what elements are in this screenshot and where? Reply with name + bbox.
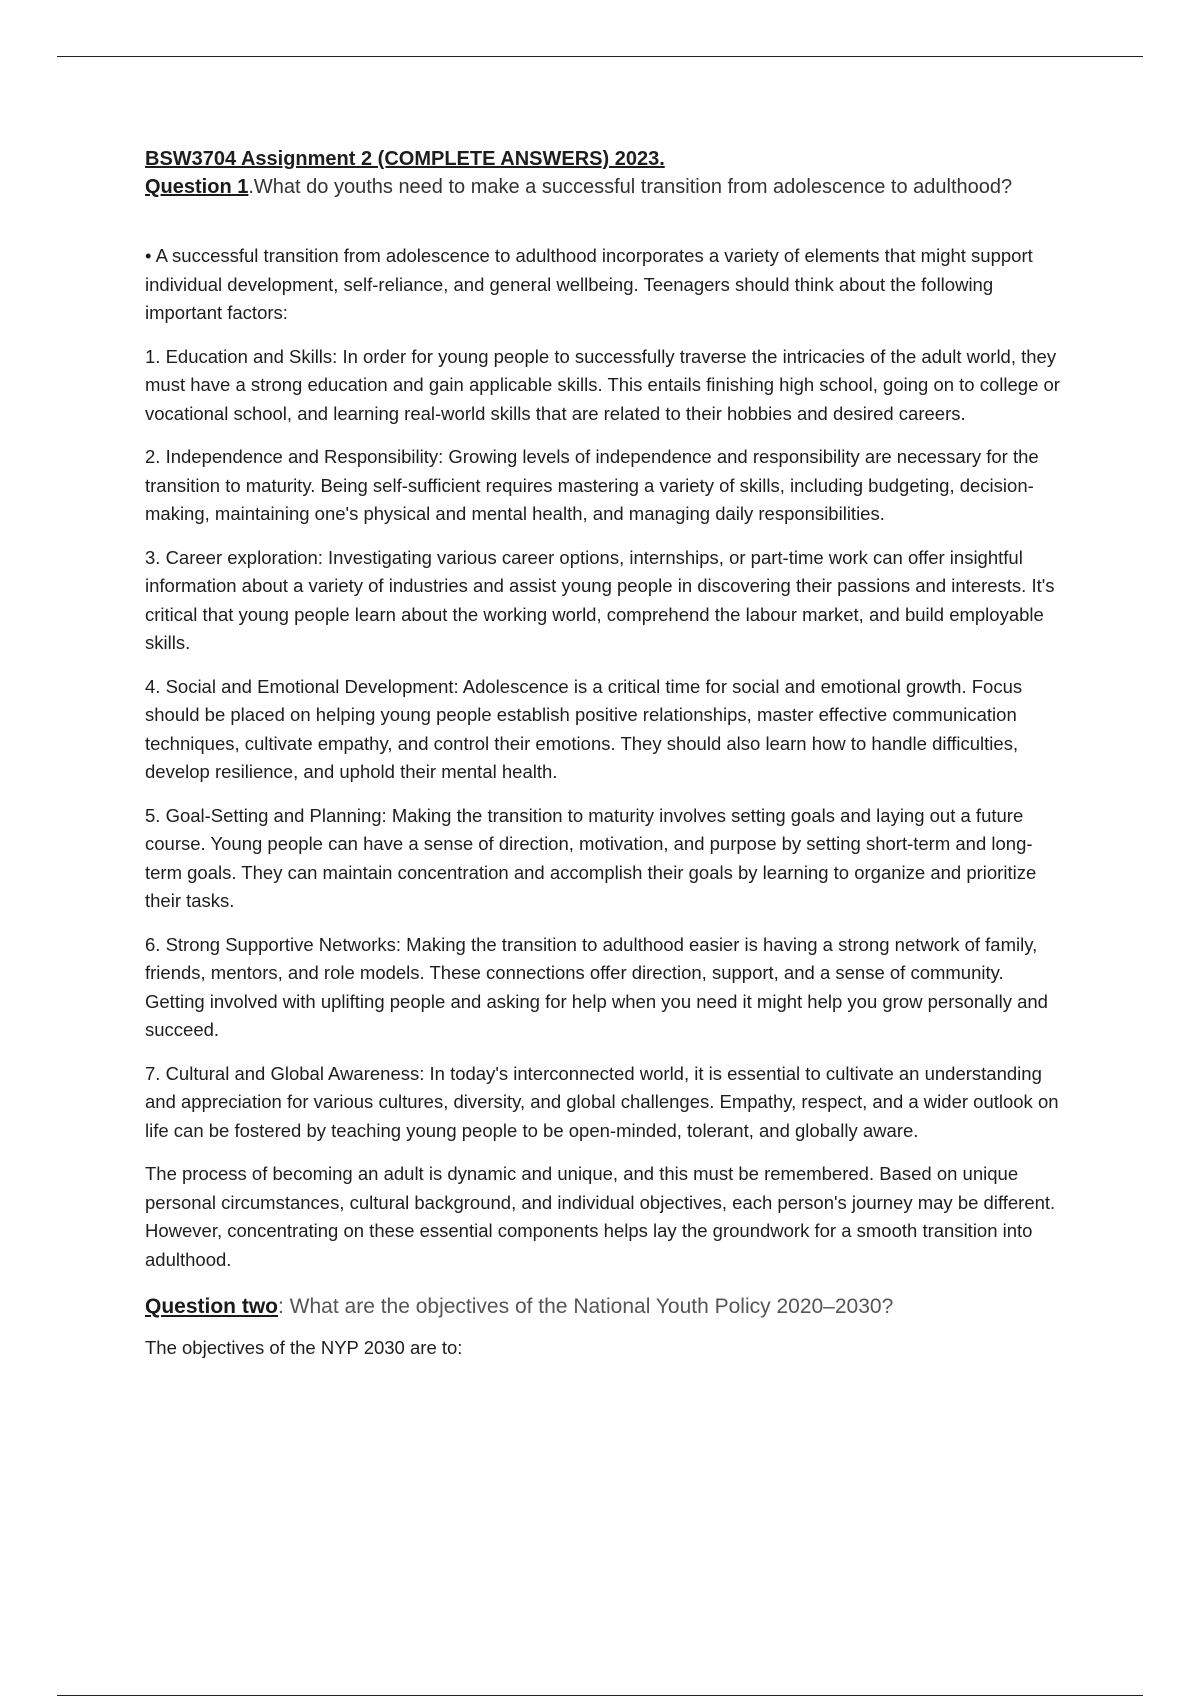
objectives-intro: The objectives of the NYP 2030 are to: [145, 1337, 463, 1358]
document-body [145, 146, 1065, 1378]
conclusion-paragraph: The process of becoming an adult is dynamic and unique, and this must be remembered. Based on unique personal circumstances, cultural background, and individual objectives, each person's journey may be different. However, concentrating on these essential components helps lay the groundwork for a smooth transition into adulthood. [145, 1163, 1056, 1270]
bottom-rule [57, 1695, 1143, 1696]
intro-paragraph: • A successful transition from adolescence to adulthood incorporates a variety of elements that might support individual development, self-reliance, and general wellbeing. Teenagers should think about the following important factors: [145, 245, 1033, 323]
factor-social-emotional: 4. Social and Emotional Development: Adolescence is a critical time for social and emotional growth. Focus should be placed on helping young people establish positive relationships, master effective communication techniques, cultivate empathy, and control their emotions. They should also learn how to handle difficulties, develop resilience, and uphold their mental health. [145, 675, 1023, 782]
factor-education: 1. Education and Skills: In order for young people to successfully traverse the intricacies of the adult world, they must have a strong education and gain applicable skills. This entails finishing high school, going on to college or vocational school, and learning real-world skills that are related to their hobbies and desired careers. [145, 345, 1060, 424]
factor-support-networks: 6. Strong Supportive Networks: Making the transition to adulthood easier is having a strong network of family, friends, mentors, and role models. These connections offer direction, support, and a sense of community. Getting involved with uplifting people and asking for help when you need it might help you grow personally and succeed. [145, 933, 1048, 1040]
question-1-text: .What do youths need to make a successful transition from adolescence to adulthood? [248, 176, 1013, 198]
document-title: BSW3704 Assignment 2 (COMPLETE ANSWERS) 2023. [145, 148, 665, 170]
question-1-label: Question 1 [145, 176, 249, 198]
factor-career: 3. Career exploration: Investigating various career options, internships, or part-time work can offer insightful information about a variety of industries and assist young people in discovering their passions and interests. It's critical that young people learn about the working world, comprehend the labour market, and build employable skills. [145, 546, 1055, 653]
top-rule [57, 56, 1143, 57]
question-2 [145, 1292, 1065, 1322]
factor-independence: 2. Independence and Responsibility: Growing levels of independence and responsibility are necessary for the transition to maturity. Being self-sufficient requires mastering a variety of skills, including budgeting, decision-making, maintaining one's physical and mental health, and managing daily responsibilities. [145, 446, 1039, 524]
factor-cultural-awareness: 7. Cultural and Global Awareness: In today's interconnected world, it is essential to cultivate an understanding and appreciation for various cultures, diversity, and global challenges. Empathy, respect, and a wider outlook on life can be fostered by teaching young people to be open-minded, tolerant, and globally aware. [145, 1062, 1059, 1141]
question-1 [145, 172, 1065, 202]
question-2-text: : What are the objectives of the National Youth Policy 2020–2030? [278, 1295, 894, 1318]
factor-goal-setting: 5. Goal-Setting and Planning: Making the transition to maturity involves setting goals and laying out a future course. Young people can have a sense of direction, motivation, and purpose by setting short-term and long-term goals. They can maintain concentration and accomplish their goals by learning to organize and prioritize their tasks. [145, 804, 1037, 911]
question-2-label: Question two [145, 1295, 278, 1318]
